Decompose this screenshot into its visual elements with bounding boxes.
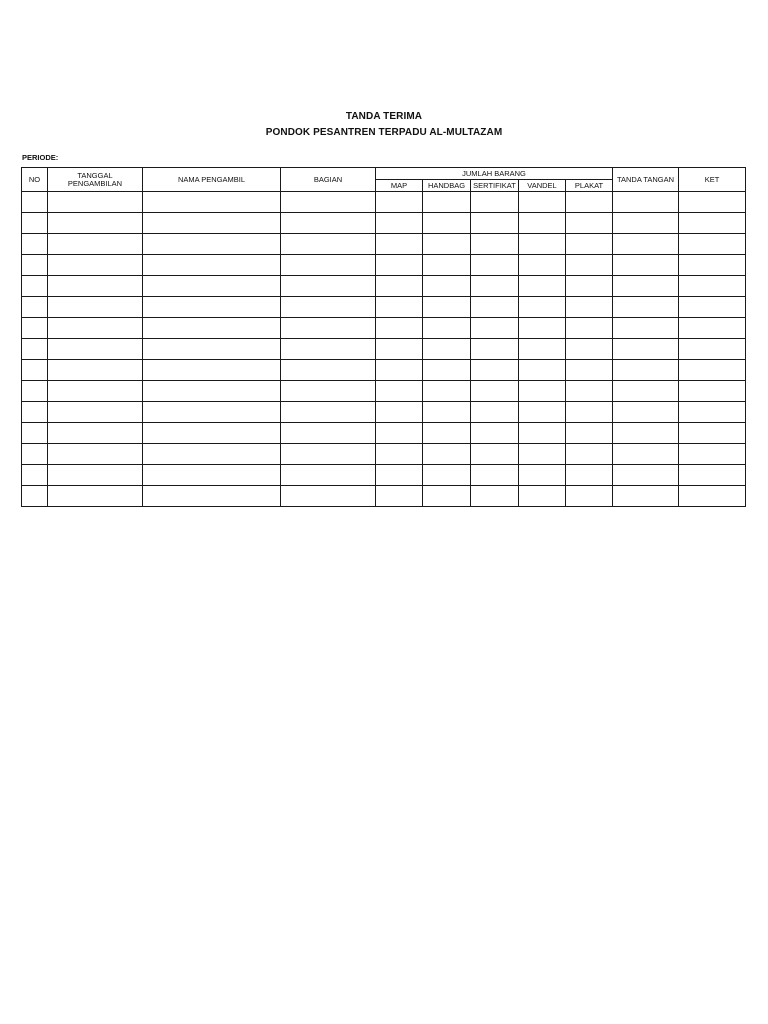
cell-ket[interactable]: [679, 444, 746, 465]
cell-handbag[interactable]: [423, 234, 471, 255]
cell-plakat[interactable]: [566, 192, 613, 213]
cell-sertifikat[interactable]: [471, 255, 519, 276]
cell-tanggal[interactable]: [48, 360, 143, 381]
cell-map[interactable]: [376, 339, 423, 360]
header-tanggal-pengambilan: [48, 168, 143, 192]
cell-handbag[interactable]: [423, 192, 471, 213]
cell-nama[interactable]: [143, 465, 281, 486]
table-row: [22, 402, 746, 423]
header-sertifikat: SERTIFIKAT: [471, 180, 519, 192]
cell-plakat[interactable]: [566, 297, 613, 318]
cell-map[interactable]: [376, 360, 423, 381]
cell-tanda-tangan[interactable]: [613, 297, 679, 318]
cell-map[interactable]: [376, 276, 423, 297]
cell-ket[interactable]: [679, 276, 746, 297]
cell-handbag[interactable]: [423, 402, 471, 423]
cell-tanggal[interactable]: [48, 465, 143, 486]
cell-tanda-tangan[interactable]: [613, 381, 679, 402]
cell-plakat[interactable]: [566, 381, 613, 402]
cell-tanggal[interactable]: [48, 192, 143, 213]
header-tanda-tangan: TANDA TANGAN: [613, 168, 679, 192]
cell-no[interactable]: [22, 255, 48, 276]
table-row: [22, 255, 746, 276]
cell-sertifikat[interactable]: [471, 213, 519, 234]
cell-map[interactable]: [376, 486, 423, 507]
cell-tanggal[interactable]: [48, 318, 143, 339]
table-row: [22, 318, 746, 339]
cell-nama[interactable]: [143, 423, 281, 444]
cell-bagian[interactable]: [281, 339, 376, 360]
cell-vandel[interactable]: [519, 192, 566, 213]
cell-ket[interactable]: [679, 402, 746, 423]
header-tanggal-line2: PENGAMBILAN: [67, 178, 123, 188]
cell-no[interactable]: [22, 444, 48, 465]
cell-vandel[interactable]: [519, 360, 566, 381]
cell-bagian[interactable]: [281, 297, 376, 318]
cell-plakat[interactable]: [566, 360, 613, 381]
cell-sertifikat[interactable]: [471, 192, 519, 213]
cell-no[interactable]: [22, 465, 48, 486]
cell-ket[interactable]: [679, 318, 746, 339]
cell-tanda-tangan[interactable]: [613, 465, 679, 486]
cell-vandel[interactable]: [519, 297, 566, 318]
cell-no[interactable]: [22, 213, 48, 234]
header-nama-pengambil: NAMA PENGAMBIL: [143, 168, 281, 192]
cell-bagian[interactable]: [281, 423, 376, 444]
cell-ket[interactable]: [679, 360, 746, 381]
cell-map[interactable]: [376, 423, 423, 444]
cell-ket[interactable]: [679, 192, 746, 213]
cell-ket[interactable]: [679, 486, 746, 507]
header-bagian: BAGIAN: [281, 168, 376, 192]
cell-plakat[interactable]: [566, 255, 613, 276]
cell-sertifikat[interactable]: [471, 360, 519, 381]
table-body: [22, 192, 746, 507]
cell-bagian[interactable]: [281, 402, 376, 423]
cell-no[interactable]: [22, 402, 48, 423]
cell-map[interactable]: [376, 402, 423, 423]
cell-sertifikat[interactable]: [471, 444, 519, 465]
table-row: [22, 339, 746, 360]
cell-bagian[interactable]: [281, 234, 376, 255]
cell-handbag[interactable]: [423, 486, 471, 507]
cell-vandel[interactable]: [519, 213, 566, 234]
cell-tanggal[interactable]: [48, 213, 143, 234]
cell-plakat[interactable]: [566, 444, 613, 465]
table-header: [22, 168, 746, 192]
cell-vandel[interactable]: [519, 423, 566, 444]
header-vandel: VANDEL: [519, 180, 566, 192]
cell-plakat[interactable]: [566, 276, 613, 297]
cell-tanda-tangan[interactable]: [613, 276, 679, 297]
header-map: MAP: [376, 180, 423, 192]
cell-vandel[interactable]: [519, 234, 566, 255]
cell-no[interactable]: [22, 423, 48, 444]
cell-no[interactable]: [22, 486, 48, 507]
cell-ket[interactable]: [679, 381, 746, 402]
header-ket: KET: [679, 168, 746, 192]
cell-nama[interactable]: [143, 402, 281, 423]
cell-nama[interactable]: [143, 444, 281, 465]
cell-bagian[interactable]: [281, 381, 376, 402]
cell-bagian[interactable]: [281, 213, 376, 234]
cell-tanggal[interactable]: [48, 276, 143, 297]
cell-nama[interactable]: [143, 318, 281, 339]
cell-ket[interactable]: [679, 423, 746, 444]
cell-tanda-tangan[interactable]: [613, 423, 679, 444]
cell-tanggal[interactable]: [48, 339, 143, 360]
cell-bagian[interactable]: [281, 255, 376, 276]
cell-ket[interactable]: [679, 255, 746, 276]
cell-ket[interactable]: [679, 234, 746, 255]
cell-tanda-tangan[interactable]: [613, 255, 679, 276]
table-row: [22, 465, 746, 486]
cell-tanda-tangan[interactable]: [613, 339, 679, 360]
cell-tanggal[interactable]: [48, 423, 143, 444]
cell-nama[interactable]: [143, 192, 281, 213]
institution-name: PONDOK PESANTREN TERPADU AL-MULTAZAM: [265, 127, 503, 138]
cell-tanggal[interactable]: [48, 486, 143, 507]
cell-sertifikat[interactable]: [471, 276, 519, 297]
cell-vandel[interactable]: [519, 465, 566, 486]
cell-plakat[interactable]: [566, 402, 613, 423]
cell-sertifikat[interactable]: [471, 465, 519, 486]
cell-plakat[interactable]: [566, 339, 613, 360]
cell-tanda-tangan[interactable]: [613, 486, 679, 507]
cell-ket[interactable]: [679, 297, 746, 318]
cell-handbag[interactable]: [423, 381, 471, 402]
header-handbag: HANDBAG: [423, 180, 471, 192]
cell-nama[interactable]: [143, 360, 281, 381]
cell-tanda-tangan[interactable]: [613, 444, 679, 465]
cell-tanda-tangan[interactable]: [613, 360, 679, 381]
cell-handbag[interactable]: [423, 297, 471, 318]
cell-handbag[interactable]: [423, 318, 471, 339]
periode-label: PERIODE:: [22, 153, 59, 162]
cell-nama[interactable]: [143, 486, 281, 507]
cell-bagian[interactable]: [281, 192, 376, 213]
cell-tanda-tangan[interactable]: [613, 213, 679, 234]
cell-bagian[interactable]: [281, 444, 376, 465]
header-no: NO: [22, 168, 48, 192]
cell-no[interactable]: [22, 234, 48, 255]
table-row: [22, 444, 746, 465]
cell-sertifikat[interactable]: [471, 339, 519, 360]
cell-sertifikat[interactable]: [471, 486, 519, 507]
cell-map[interactable]: [376, 213, 423, 234]
cell-handbag[interactable]: [423, 276, 471, 297]
cell-nama[interactable]: [143, 213, 281, 234]
cell-handbag[interactable]: [423, 465, 471, 486]
cell-vandel[interactable]: [519, 486, 566, 507]
cell-plakat[interactable]: [566, 486, 613, 507]
cell-nama[interactable]: [143, 339, 281, 360]
receipt-table: [21, 167, 746, 507]
cell-tanda-tangan[interactable]: [613, 402, 679, 423]
cell-tanggal[interactable]: [48, 402, 143, 423]
cell-map[interactable]: [376, 192, 423, 213]
table-row: [22, 213, 746, 234]
table-row: [22, 360, 746, 381]
header-tanggal-line1: TANGGAL: [77, 170, 113, 180]
cell-nama[interactable]: [143, 297, 281, 318]
table-row: [22, 192, 746, 213]
cell-tanggal[interactable]: [48, 255, 143, 276]
cell-map[interactable]: [376, 444, 423, 465]
table-row: [22, 234, 746, 255]
table-row: [22, 276, 746, 297]
table-row: [22, 297, 746, 318]
cell-sertifikat[interactable]: [471, 423, 519, 444]
cell-ket[interactable]: [679, 339, 746, 360]
cell-handbag[interactable]: [423, 339, 471, 360]
cell-vandel[interactable]: [519, 255, 566, 276]
cell-sertifikat[interactable]: [471, 402, 519, 423]
cell-tanggal[interactable]: [48, 234, 143, 255]
table-row: [22, 381, 746, 402]
table-row: [22, 486, 746, 507]
cell-bagian[interactable]: [281, 465, 376, 486]
cell-bagian[interactable]: [281, 318, 376, 339]
cell-map[interactable]: [376, 381, 423, 402]
cell-vandel[interactable]: [519, 339, 566, 360]
cell-handbag[interactable]: [423, 444, 471, 465]
cell-sertifikat[interactable]: [471, 234, 519, 255]
cell-handbag[interactable]: [423, 255, 471, 276]
cell-tanda-tangan[interactable]: [613, 234, 679, 255]
cell-no[interactable]: [22, 360, 48, 381]
cell-handbag[interactable]: [423, 423, 471, 444]
cell-plakat[interactable]: [566, 318, 613, 339]
cell-handbag[interactable]: [423, 360, 471, 381]
cell-tanggal[interactable]: [48, 297, 143, 318]
cell-plakat[interactable]: [566, 234, 613, 255]
cell-map[interactable]: [376, 465, 423, 486]
cell-ket[interactable]: [679, 213, 746, 234]
cell-tanggal[interactable]: [48, 381, 143, 402]
cell-vandel[interactable]: [519, 276, 566, 297]
header-plakat: PLAKAT: [566, 180, 613, 192]
cell-tanggal[interactable]: [48, 444, 143, 465]
cell-bagian[interactable]: [281, 360, 376, 381]
form-title: TANDA TERIMA: [345, 111, 423, 122]
cell-sertifikat[interactable]: [471, 318, 519, 339]
cell-vandel[interactable]: [519, 381, 566, 402]
table-row: [22, 423, 746, 444]
cell-vandel[interactable]: [519, 318, 566, 339]
cell-plakat[interactable]: [566, 465, 613, 486]
cell-no[interactable]: [22, 276, 48, 297]
cell-map[interactable]: [376, 234, 423, 255]
cell-tanda-tangan[interactable]: [613, 192, 679, 213]
cell-map[interactable]: [376, 318, 423, 339]
cell-no[interactable]: [22, 339, 48, 360]
cell-no[interactable]: [22, 381, 48, 402]
cell-nama[interactable]: [143, 381, 281, 402]
cell-sertifikat[interactable]: [471, 381, 519, 402]
cell-map[interactable]: [376, 297, 423, 318]
cell-no[interactable]: [22, 297, 48, 318]
cell-no[interactable]: [22, 318, 48, 339]
cell-bagian[interactable]: [281, 276, 376, 297]
cell-plakat[interactable]: [566, 423, 613, 444]
cell-handbag[interactable]: [423, 213, 471, 234]
cell-tanda-tangan[interactable]: [613, 318, 679, 339]
cell-nama[interactable]: [143, 276, 281, 297]
cell-ket[interactable]: [679, 465, 746, 486]
cell-vandel[interactable]: [519, 444, 566, 465]
cell-nama[interactable]: [143, 234, 281, 255]
cell-vandel[interactable]: [519, 402, 566, 423]
cell-no[interactable]: [22, 192, 48, 213]
cell-bagian[interactable]: [281, 486, 376, 507]
cell-map[interactable]: [376, 255, 423, 276]
cell-plakat[interactable]: [566, 213, 613, 234]
cell-nama[interactable]: [143, 255, 281, 276]
header-jumlah-barang: JUMLAH BARANG: [376, 168, 613, 180]
cell-sertifikat[interactable]: [471, 297, 519, 318]
